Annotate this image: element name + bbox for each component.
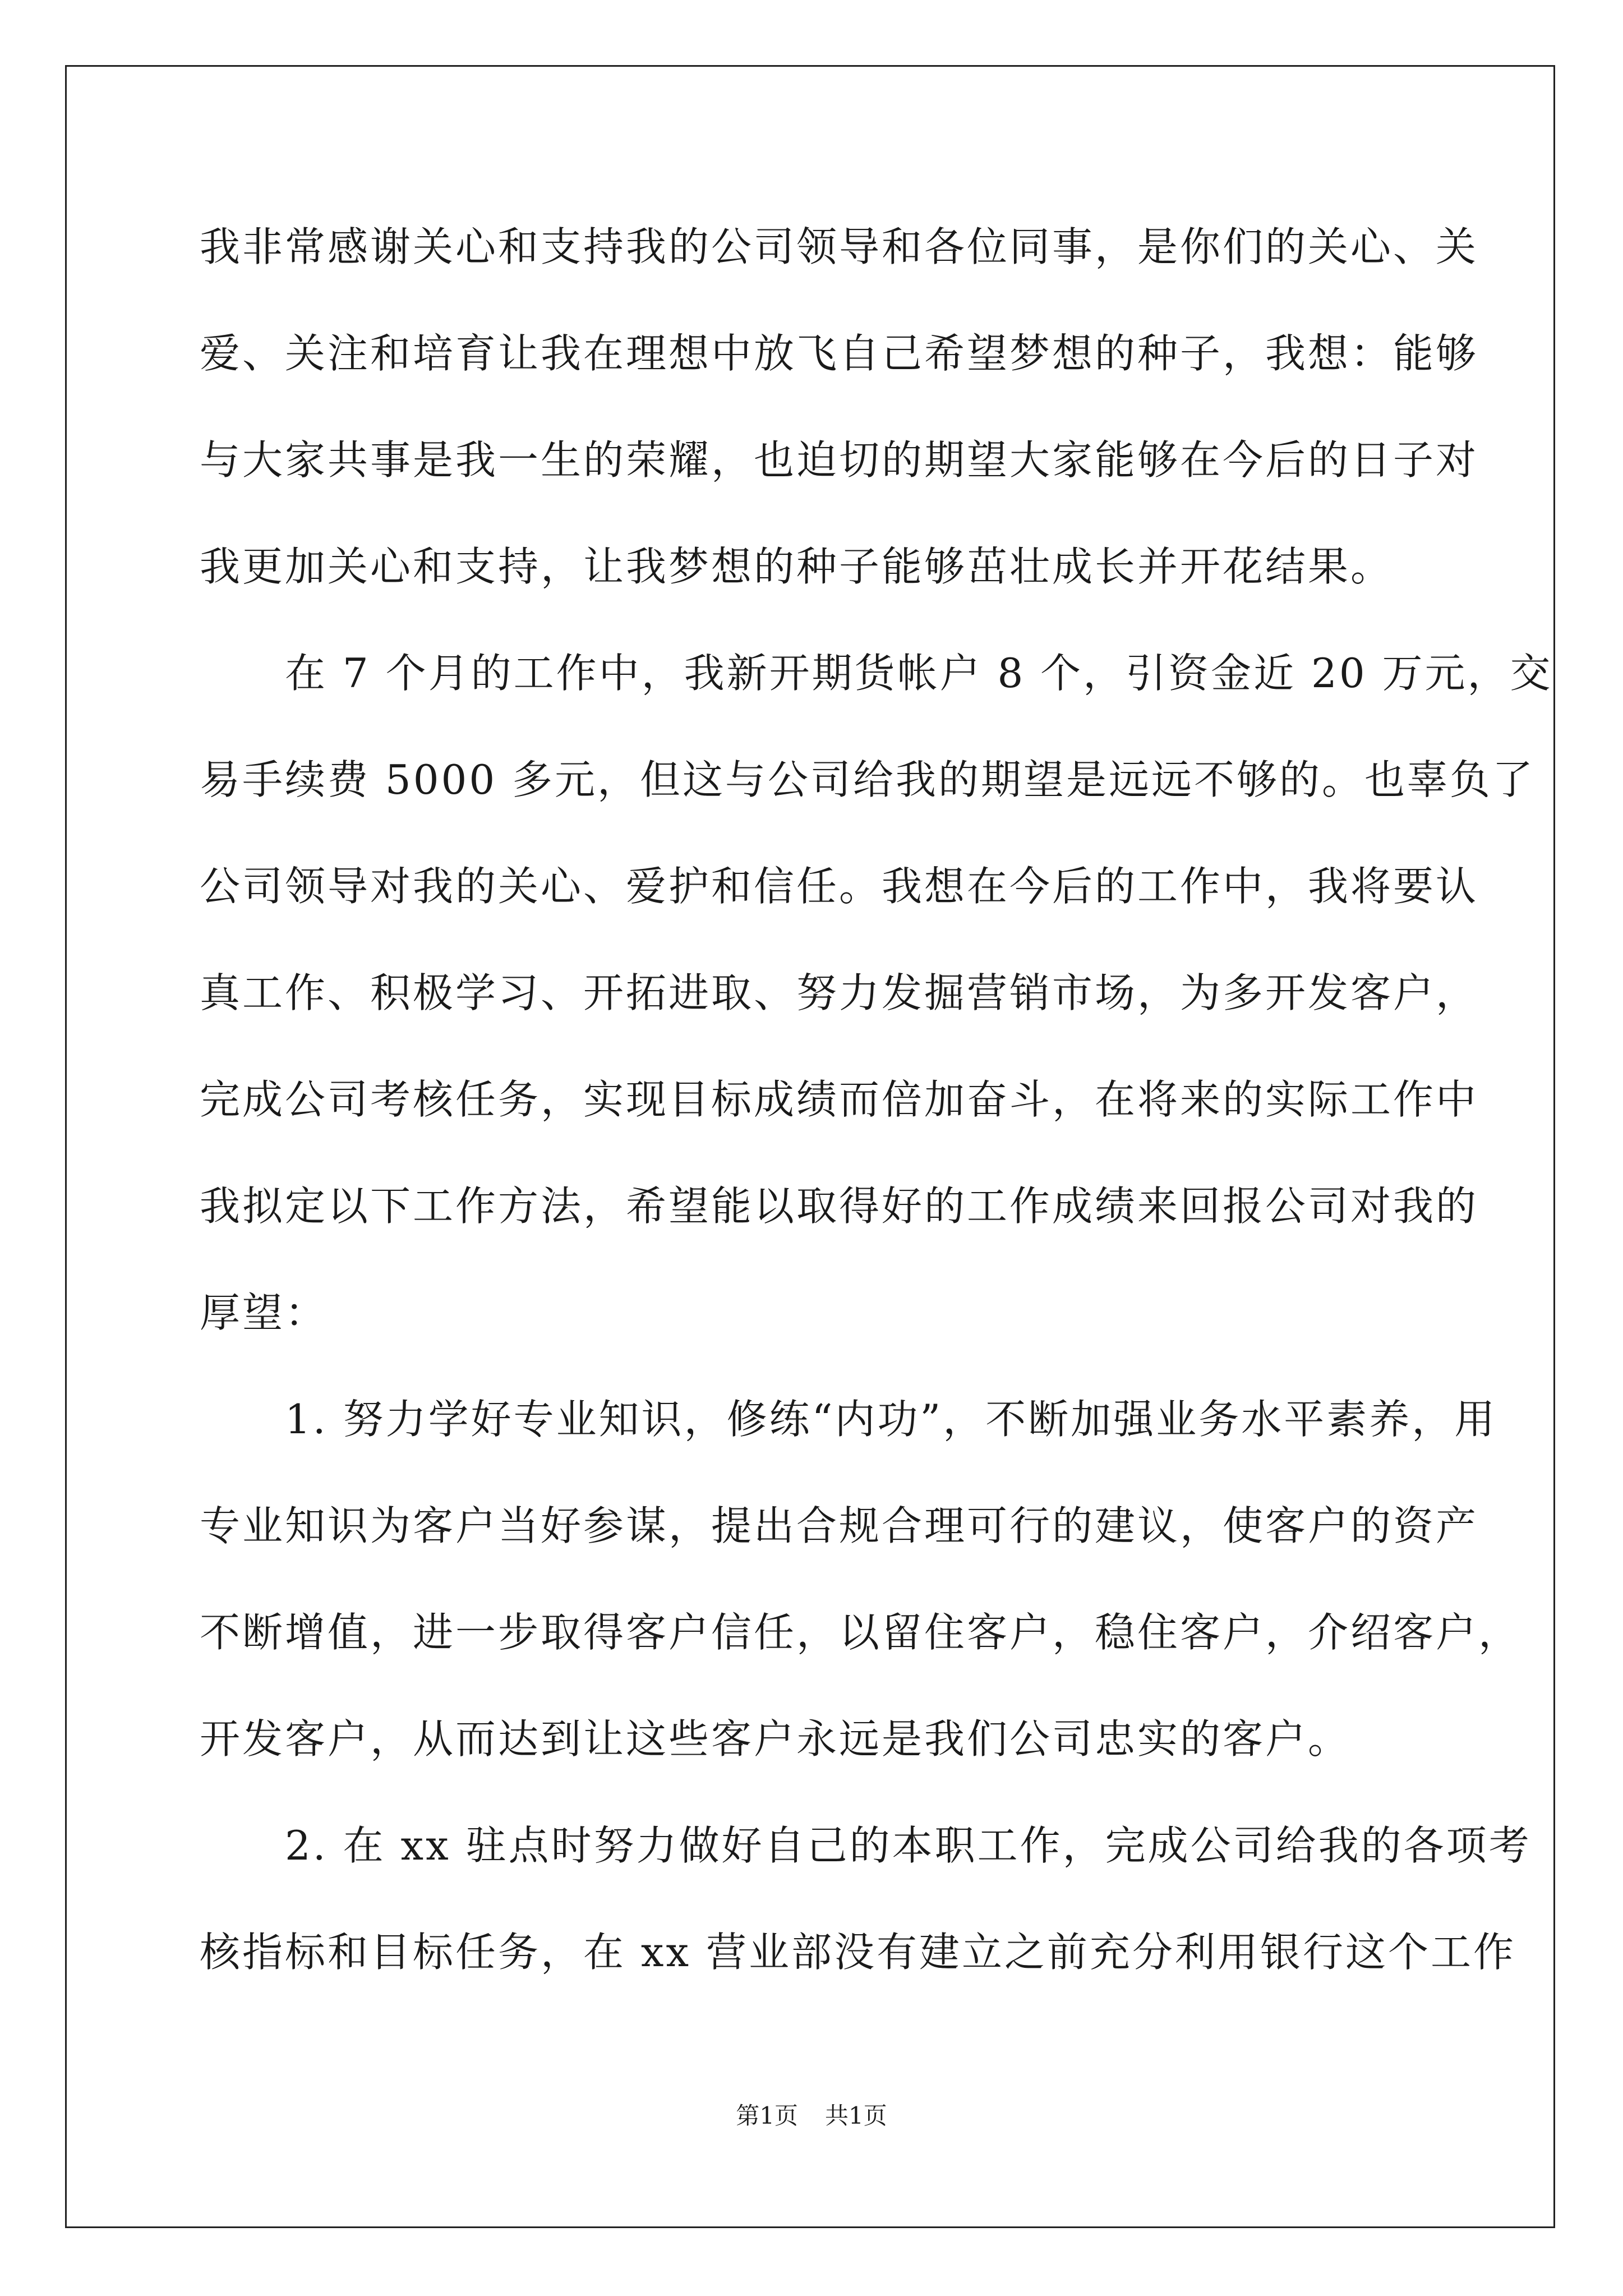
text-line: 不断增值，进一步取得客户信任，以留住客户，稳住客户，介绍客户，	[200, 1609, 1521, 1656]
text-line: 真工作、积极学习、开拓进取、努力发掘营销市场，为多开发客户，	[200, 969, 1479, 1016]
text-line: 我非常感谢关心和支持我的公司领导和各位同事，是你们的关心、关	[200, 223, 1479, 270]
text-line: 专业知识为客户当好参谋，提出合规合理可行的建议，使客户的资产	[200, 1502, 1479, 1549]
text-line: 厚望：	[200, 1289, 328, 1336]
paragraph-first-line: 2. 在 xx 驻点时努力做好自己的本职工作，完成公司给我的各项考	[285, 1822, 1532, 1869]
text-line: 与大家共事是我一生的荣耀，也迫切的期望大家能够在今后的日子对	[200, 436, 1479, 484]
text-line: 开发客户，从而达到让这些客户永远是我们公司忠实的客户。	[200, 1715, 1351, 1763]
page-total: 共1页	[825, 2102, 887, 2129]
text-line: 公司领导对我的关心、爱护和信任。我想在今后的工作中，我将要认	[200, 863, 1479, 910]
text-line: 我更加关心和支持，让我梦想的种子能够茁壮成长并开花结果。	[200, 543, 1394, 590]
text-line: 易手续费 5000 多元，但这与公司给我的期望是远远不够的。也辜负了	[200, 756, 1536, 803]
text-line: 核指标和目标任务，在 xx 营业部没有建立之前充分利用银行这个工作	[200, 1929, 1516, 1976]
text-line: 爱、关注和培育让我在理想中放飞自己希望梦想的种子，我想：能够	[200, 330, 1479, 377]
paragraph-first-line: 1. 努力学好专业知识，修练“内功”，不断加强业务水平素养，用	[285, 1396, 1497, 1443]
text-line: 我拟定以下工作方法，希望能以取得好的工作成绩来回报公司对我的	[200, 1182, 1479, 1230]
paragraph-first-line: 在 7 个月的工作中，我新开期货帐户 8 个，引资金近 20 万元，交	[285, 650, 1553, 697]
text-line: 完成公司考核任务，实现目标成绩而倍加奋斗，在将来的实际工作中	[200, 1076, 1479, 1123]
page-border	[65, 65, 1555, 2228]
page-footer	[0, 2099, 1623, 2133]
page-number: 第1页	[736, 2102, 798, 2129]
